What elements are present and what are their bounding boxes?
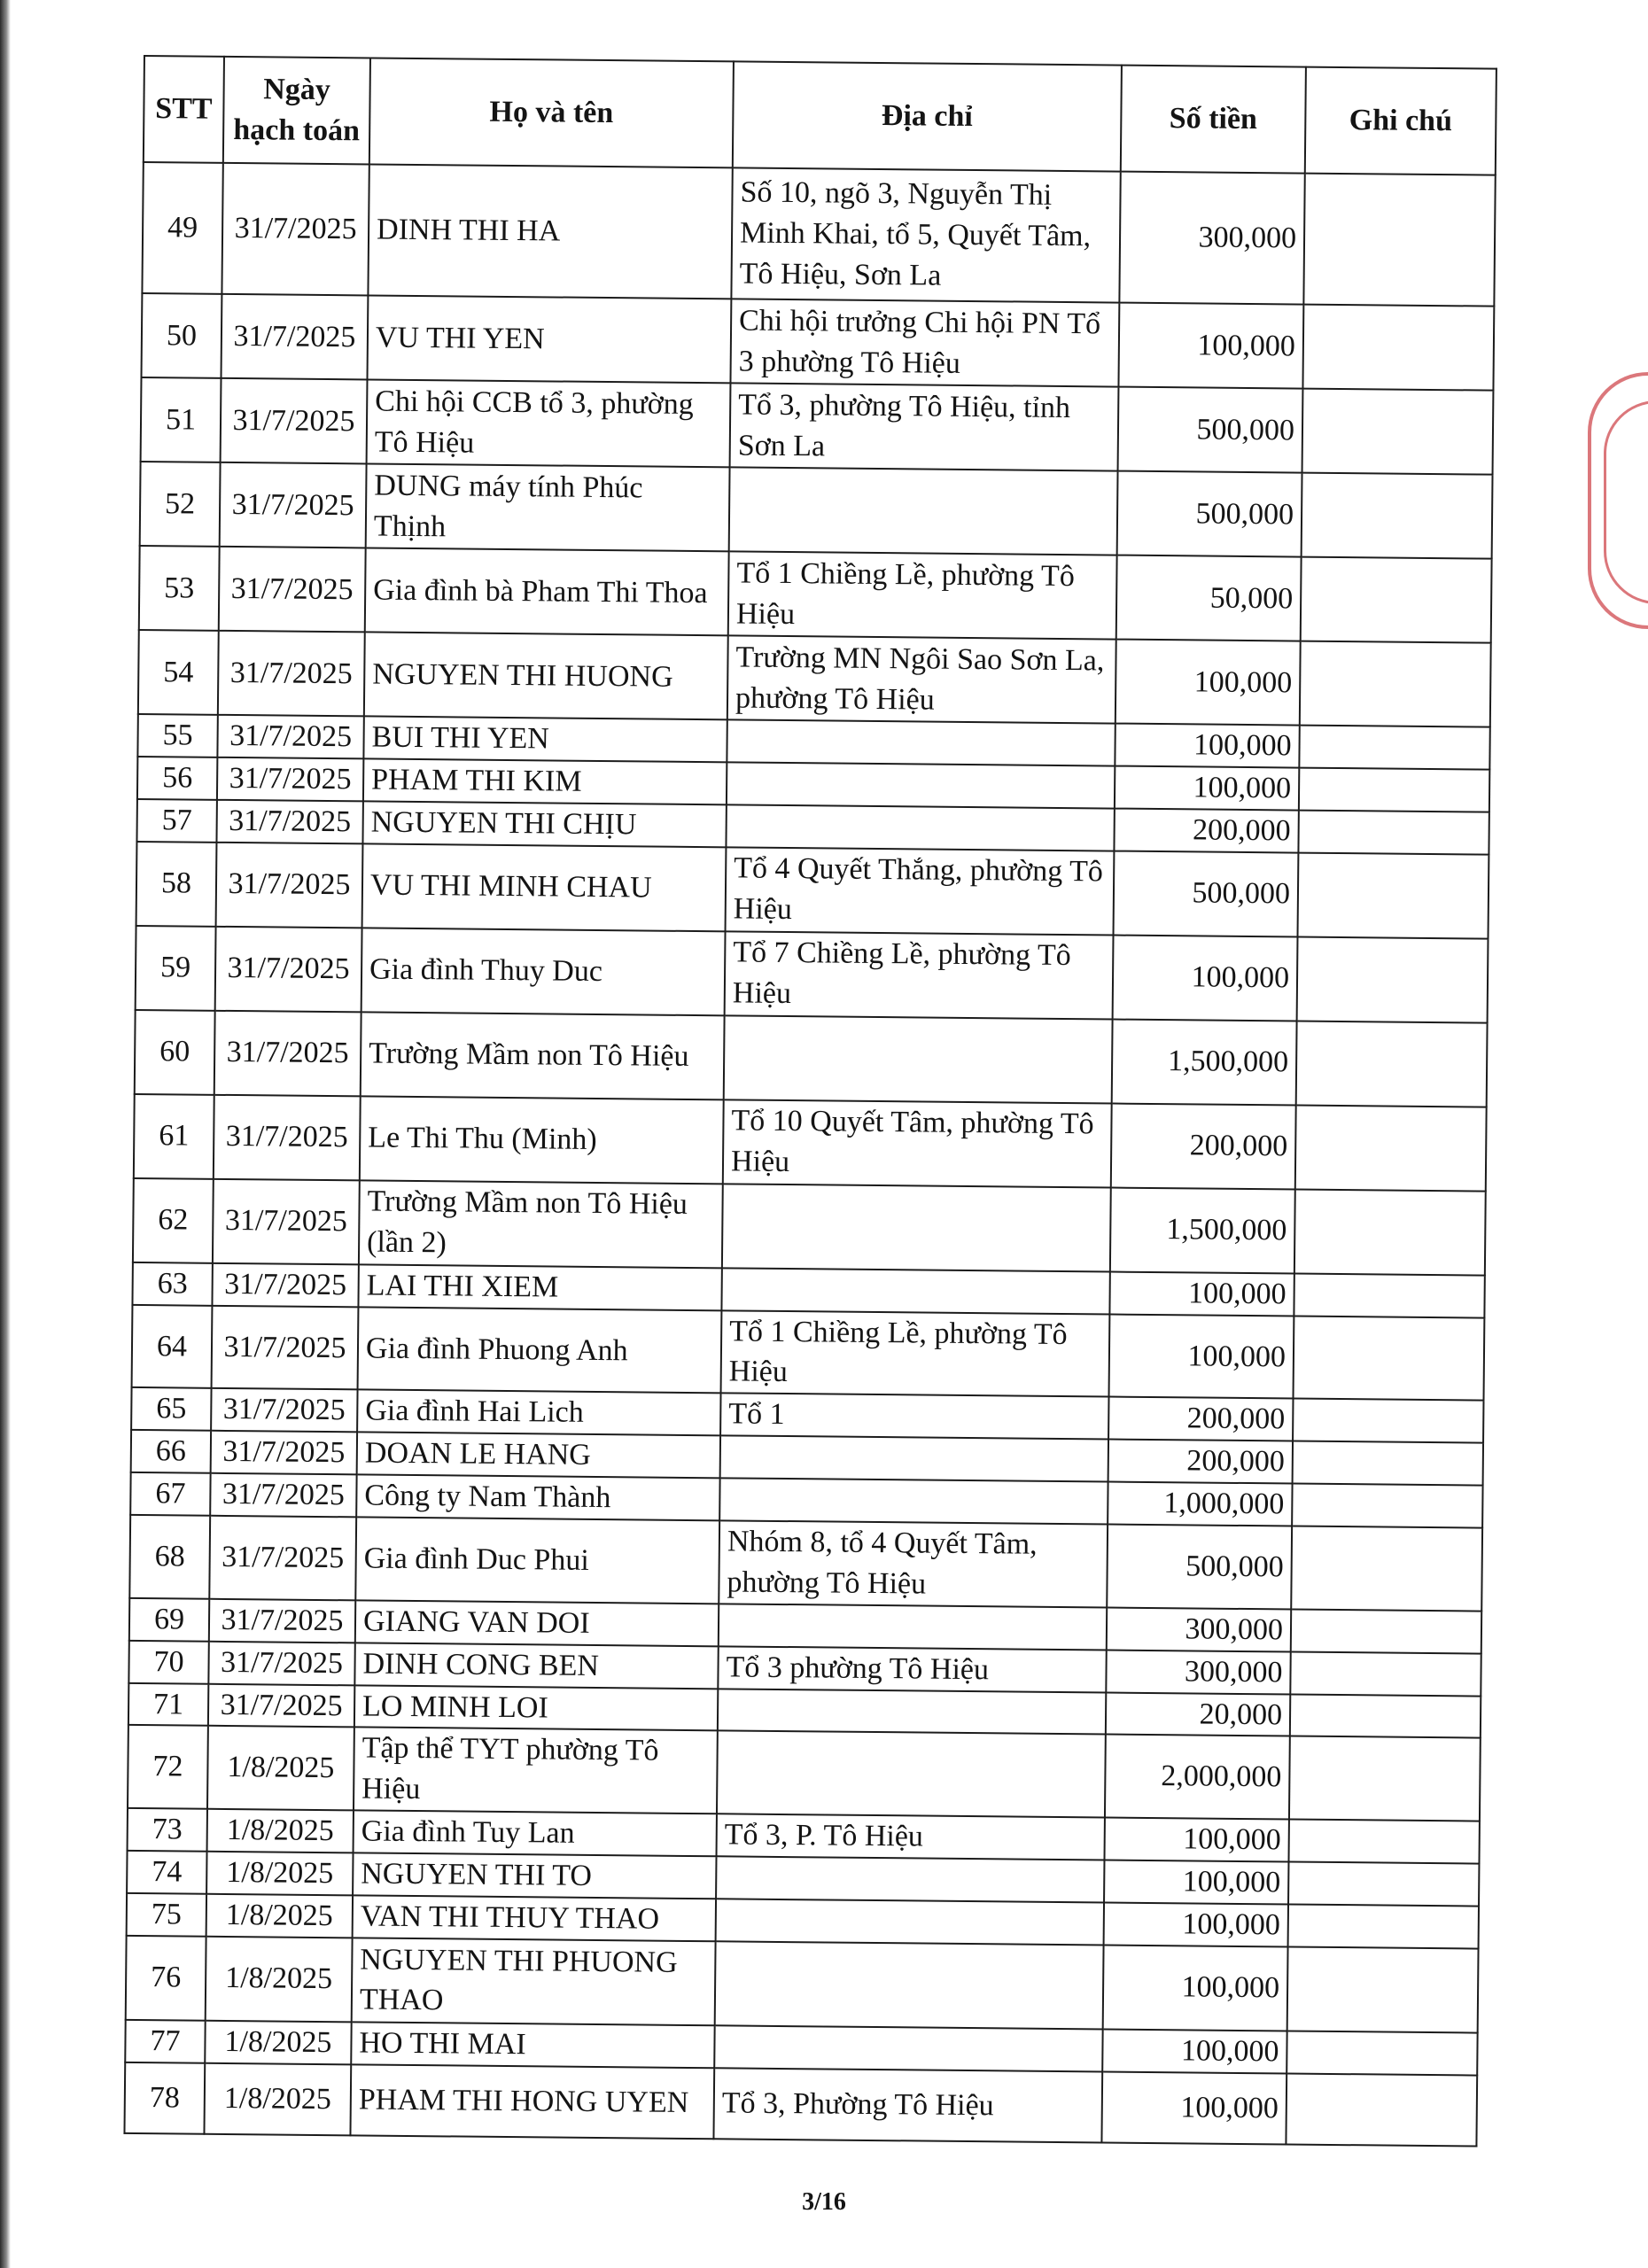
row-date: 31/7/2025	[213, 1178, 360, 1264]
row-address	[727, 762, 1115, 808]
table-body	[124, 162, 1495, 2146]
row-stt: 50	[142, 293, 222, 378]
row-note	[1295, 1105, 1487, 1191]
row-address	[714, 2025, 1102, 2071]
row-note	[1288, 1905, 1479, 1949]
row-amount: 50,000	[1116, 555, 1302, 641]
row-note	[1288, 1862, 1479, 1907]
row-note	[1289, 1736, 1481, 1821]
column-header-stt: STT	[144, 56, 224, 163]
row-address: Chi hội trưởng Chi hội PN Tổ 3 phường Tô Hiệu	[730, 299, 1119, 386]
row-stt: 65	[131, 1387, 211, 1431]
table-row	[134, 1094, 1487, 1192]
row-note	[1299, 726, 1489, 770]
red-seal-stamp	[1588, 372, 1648, 629]
row-name: HO THI MAI	[351, 2022, 714, 2068]
row-stt: 64	[132, 1305, 213, 1389]
row-address	[726, 804, 1114, 850]
row-date: 1/8/2025	[207, 1809, 354, 1852]
row-amount: 100,000	[1102, 2029, 1287, 2073]
row-stt: 78	[124, 2062, 205, 2134]
column-header-address: Địa chỉ	[733, 61, 1122, 171]
row-note	[1298, 852, 1489, 938]
row-address	[718, 1689, 1106, 1735]
row-date: 1/8/2025	[205, 2021, 351, 2064]
row-note	[1298, 810, 1489, 854]
row-address: Nhóm 8, tổ 4 Quyết Tâm, phường Tô Hiệu	[719, 1520, 1108, 1607]
row-name: NGUYEN THI HUONG	[364, 632, 728, 719]
row-date: 31/7/2025	[209, 1599, 355, 1643]
row-amount: 100,000	[1104, 1903, 1288, 1947]
row-name: Gia đình Tuy Lan	[354, 1811, 717, 1857]
row-name: Le Thi Thu (Minh)	[360, 1096, 724, 1184]
row-date: 31/7/2025	[212, 1262, 358, 1306]
row-stt: 51	[141, 377, 222, 462]
row-address: Số 10, ngõ 3, Nguyễn Thị Minh Khai, tổ 5, Quyết Tâm, Tô Hiệu, Sơn La	[731, 167, 1120, 302]
row-address: Tổ 1	[720, 1394, 1108, 1440]
row-name: GIANG VAN DOI	[355, 1600, 719, 1646]
row-address	[719, 1478, 1108, 1524]
row-name: LO MINH LOI	[354, 1685, 718, 1731]
row-note	[1294, 1189, 1486, 1275]
row-address: Tổ 3, Phường Tô Hiệu	[713, 2068, 1102, 2142]
row-note	[1288, 1820, 1479, 1864]
row-stt: 62	[133, 1178, 214, 1263]
row-date: 31/7/2025	[222, 163, 369, 296]
row-amount: 500,000	[1114, 850, 1299, 936]
table-row	[124, 2062, 1477, 2147]
row-note	[1291, 1609, 1481, 1653]
row-amount: 20,000	[1106, 1692, 1290, 1736]
row-address: Tổ 3, P. Tô Hiệu	[717, 1814, 1105, 1860]
row-name: DINH THI HA	[368, 164, 732, 299]
row-note	[1302, 305, 1494, 391]
table-row	[138, 630, 1491, 727]
row-name: DUNG máy tính Phúc Thịnh	[366, 463, 730, 551]
row-date: 1/8/2025	[204, 2063, 351, 2136]
row-name: LAI THI XIEM	[358, 1264, 721, 1310]
column-header-amount: Số tiền	[1121, 66, 1306, 174]
row-note	[1291, 1526, 1482, 1612]
column-header-date: Ngày hạch toán	[223, 57, 370, 165]
row-amount: 300,000	[1107, 1607, 1291, 1651]
row-name: NGUYEN THI TO	[353, 1853, 716, 1899]
row-stt: 55	[137, 714, 217, 757]
row-stt: 72	[128, 1725, 208, 1809]
row-note	[1299, 767, 1489, 812]
row-note	[1293, 1399, 1483, 1443]
table-row	[139, 546, 1492, 643]
table-row	[129, 1515, 1482, 1611]
row-stt: 76	[126, 1936, 206, 2021]
table-row	[128, 1725, 1481, 1821]
row-note	[1290, 1694, 1481, 1738]
row-stt: 57	[136, 799, 216, 843]
row-stt: 58	[136, 842, 217, 927]
row-name: NGUYEN THI CHỊU	[362, 801, 726, 847]
row-date: 31/7/2025	[210, 1473, 356, 1517]
row-note	[1294, 1273, 1484, 1317]
row-name: VU THI YEN	[367, 295, 731, 383]
row-name: NGUYEN THI PHUONG THAO	[352, 1938, 716, 2025]
row-date: 31/7/2025	[221, 378, 368, 464]
row-date: 31/7/2025	[219, 547, 366, 633]
row-stt: 54	[138, 630, 219, 715]
row-amount: 100,000	[1104, 1818, 1288, 1862]
row-amount: 1,500,000	[1110, 1187, 1295, 1273]
row-address: Tổ 3, phường Tô Hiệu, tỉnh Sơn La	[730, 383, 1119, 470]
row-note	[1286, 2073, 1477, 2146]
row-date: 31/7/2025	[220, 462, 367, 548]
row-address	[719, 1604, 1107, 1650]
row-stt: 59	[136, 926, 216, 1011]
table-row	[133, 1178, 1486, 1276]
row-name: BUI THI YEN	[363, 716, 727, 762]
table-header-row	[144, 56, 1496, 175]
row-note	[1303, 174, 1495, 307]
row-date: 1/8/2025	[206, 1937, 353, 2023]
row-name: Gia đình Phuong Anh	[358, 1307, 722, 1394]
row-address: Tổ 1 Chiềng Lề, phường Tô Hiệu	[721, 1310, 1110, 1397]
row-name: Gia đình Thuy Duc	[361, 928, 726, 1015]
row-address	[729, 467, 1118, 555]
row-stt: 68	[129, 1515, 210, 1599]
row-amount: 500,000	[1107, 1525, 1292, 1610]
row-amount: 200,000	[1114, 808, 1298, 852]
row-address	[720, 1436, 1108, 1482]
row-stt: 56	[137, 757, 217, 800]
row-amount: 100,000	[1109, 1271, 1294, 1316]
row-amount: 100,000	[1116, 640, 1301, 726]
row-name: Chi hội CCB tổ 3, phường Tô Hiệu	[367, 379, 731, 467]
row-stt: 63	[132, 1262, 212, 1306]
table-row	[140, 462, 1493, 559]
row-date: 1/8/2025	[206, 1852, 353, 1895]
row-address: Tổ 1 Chiềng Lề, phường Tô Hiệu	[728, 551, 1117, 639]
row-amount: 300,000	[1106, 1650, 1290, 1694]
row-stt: 74	[127, 1851, 206, 1894]
row-name: PHAM THI KIM	[363, 758, 727, 804]
row-date: 31/7/2025	[217, 757, 363, 801]
row-address	[715, 1941, 1104, 2029]
row-name: VU THI MINH CHAU	[362, 843, 727, 931]
donation-ledger-table	[123, 55, 1496, 2147]
row-date: 31/7/2025	[209, 1516, 356, 1600]
row-name: VAN THI THUY THAO	[353, 1895, 716, 1941]
row-amount: 100,000	[1115, 724, 1299, 768]
row-date: 1/8/2025	[207, 1726, 354, 1810]
row-amount: 100,000	[1103, 1945, 1288, 2031]
row-note	[1302, 389, 1494, 475]
table-row	[142, 162, 1495, 307]
row-name: Gia đình Duc Phui	[355, 1517, 719, 1604]
row-date: 31/7/2025	[216, 843, 363, 928]
row-date: 31/7/2025	[222, 294, 369, 380]
row-amount: 2,000,000	[1105, 1735, 1290, 1820]
row-name: Trường Mầm non Tô Hiệu (lần 2)	[359, 1180, 723, 1268]
row-amount: 500,000	[1117, 471, 1302, 557]
row-address	[721, 1268, 1109, 1314]
row-date: 31/7/2025	[208, 1641, 354, 1684]
row-amount: 1,000,000	[1108, 1482, 1292, 1526]
row-date: 31/7/2025	[218, 631, 365, 717]
row-amount: 100,000	[1104, 1860, 1288, 1905]
row-stt: 53	[139, 546, 220, 631]
row-note	[1293, 1441, 1483, 1486]
table-row	[142, 293, 1495, 391]
row-date: 31/7/2025	[217, 715, 363, 758]
row-note	[1287, 2031, 1477, 2075]
row-amount: 200,000	[1108, 1440, 1293, 1484]
row-address	[722, 1184, 1111, 1271]
row-amount: 100,000	[1118, 303, 1303, 389]
row-address: Trường MN Ngôi Sao Sơn La, phường Tô Hiệu	[727, 635, 1116, 723]
table-row	[136, 926, 1489, 1023]
row-date: 31/7/2025	[214, 1094, 361, 1180]
row-name: Gia đình bà Pham Thi Thoa	[365, 548, 729, 635]
row-note	[1292, 1484, 1482, 1528]
row-address	[717, 1731, 1106, 1818]
row-stt: 71	[128, 1683, 208, 1727]
row-stt: 70	[128, 1641, 208, 1684]
row-date: 31/7/2025	[214, 1010, 361, 1096]
table-row	[141, 377, 1494, 475]
row-stt: 61	[134, 1094, 214, 1179]
row-date: 31/7/2025	[212, 1305, 359, 1389]
row-name: PHAM THI HONG UYEN	[350, 2064, 714, 2139]
row-note	[1296, 1021, 1488, 1107]
row-stt: 49	[142, 162, 222, 294]
row-stt: 75	[127, 1893, 206, 1937]
row-amount: 200,000	[1111, 1103, 1296, 1189]
row-note	[1300, 641, 1491, 727]
row-note	[1297, 936, 1489, 1022]
row-amount: 100,000	[1101, 2071, 1287, 2144]
column-header-name: Họ và tên	[369, 58, 734, 167]
row-stt: 67	[130, 1472, 210, 1516]
row-address: Tổ 4 Quyết Thắng, phường Tô Hiệu	[726, 847, 1115, 935]
row-name: Công ty Nam Thành	[356, 1475, 719, 1521]
row-stt: 60	[135, 1010, 215, 1095]
row-name: Gia đình Hai Lich	[357, 1390, 720, 1436]
row-name: Tập thể TYT phường Tô Hiệu	[354, 1728, 718, 1814]
row-note	[1290, 1651, 1481, 1696]
row-date: 31/7/2025	[215, 927, 362, 1013]
row-amount: 200,000	[1108, 1397, 1293, 1441]
row-date: 31/7/2025	[211, 1431, 357, 1474]
row-name: Trường Mầm non Tô Hiệu	[361, 1012, 725, 1099]
row-stt: 66	[131, 1430, 211, 1473]
row-address: Tổ 7 Chiềng Lề, phường Tô Hiệu	[725, 931, 1114, 1019]
row-amount: 100,000	[1113, 935, 1298, 1021]
row-amount: 100,000	[1109, 1314, 1294, 1399]
row-note	[1302, 473, 1493, 559]
scan-edge-shadow	[0, 0, 11, 2268]
column-header-note: Ghi chú	[1305, 67, 1496, 175]
row-note	[1301, 557, 1492, 643]
row-amount: 500,000	[1118, 387, 1303, 473]
row-date: 1/8/2025	[206, 1894, 353, 1938]
row-name: DOAN LE HANG	[357, 1433, 720, 1479]
row-address	[716, 1856, 1104, 1902]
row-date: 31/7/2025	[208, 1683, 354, 1727]
row-address: Tổ 3 phường Tô Hiệu	[718, 1646, 1106, 1692]
row-address: Tổ 10 Quyết Tâm, phường Tô Hiệu	[723, 1099, 1112, 1187]
row-date: 31/7/2025	[216, 800, 362, 843]
row-address	[724, 1015, 1113, 1103]
row-name: DINH CONG BEN	[354, 1643, 718, 1689]
table-row	[126, 1936, 1479, 2033]
table-row	[132, 1305, 1485, 1401]
page-number: 3/16	[802, 2188, 846, 2216]
row-stt: 77	[125, 2020, 205, 2063]
table-row	[136, 842, 1489, 939]
row-stt: 73	[128, 1808, 207, 1852]
row-address	[716, 1899, 1104, 1945]
row-note	[1293, 1316, 1484, 1401]
row-stt: 69	[129, 1598, 209, 1642]
row-amount: 1,500,000	[1112, 1019, 1297, 1105]
row-amount: 100,000	[1115, 765, 1299, 810]
row-stt: 52	[140, 462, 221, 547]
table-row	[135, 1010, 1488, 1107]
row-date: 31/7/2025	[211, 1388, 357, 1432]
row-note	[1287, 1946, 1479, 2032]
row-address	[727, 719, 1115, 765]
row-amount: 300,000	[1119, 172, 1304, 305]
